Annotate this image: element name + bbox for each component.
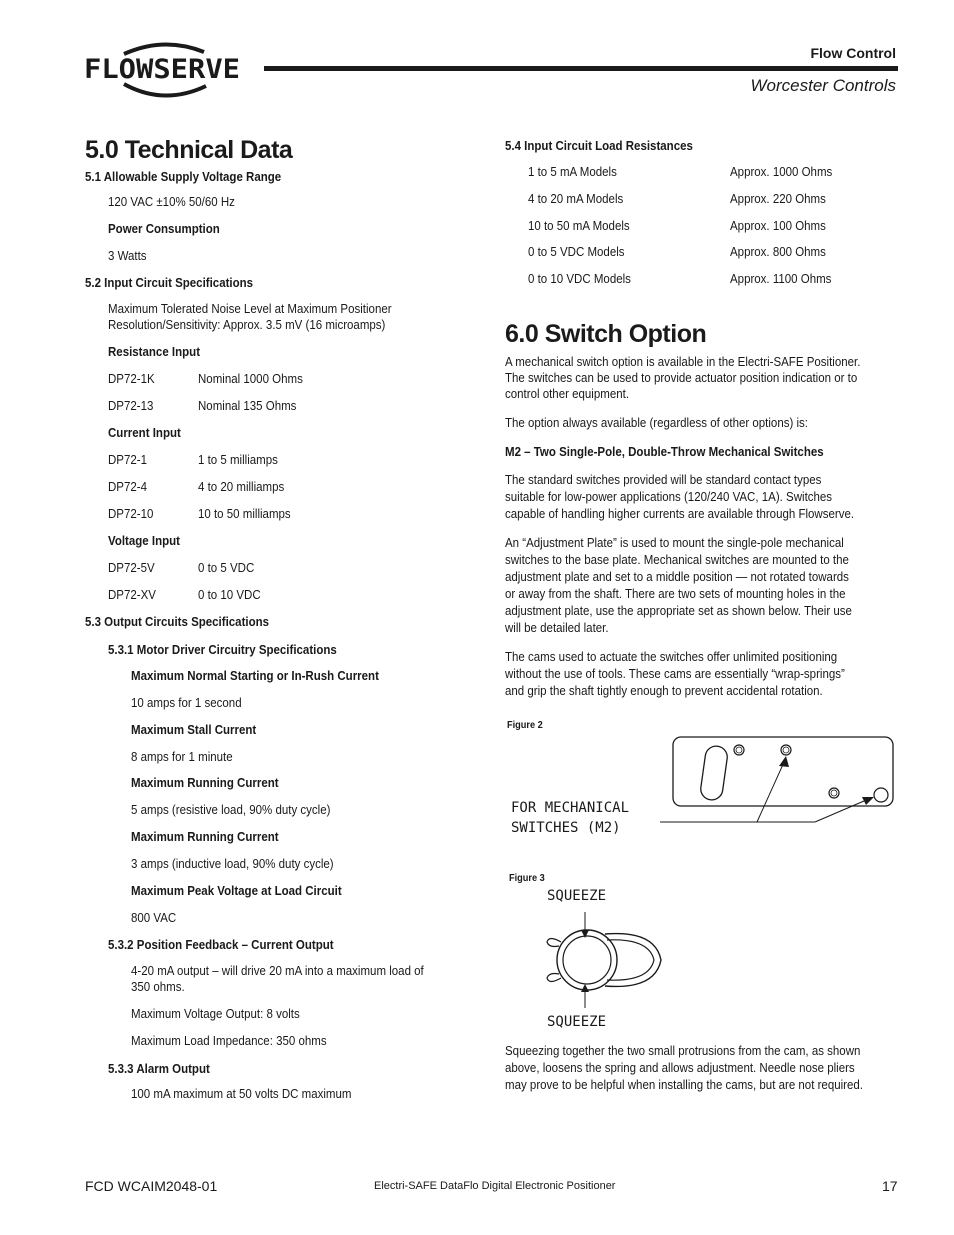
spec-model: DP72-4 [108,480,147,494]
figure-3-squeeze-top: SQUEEZE [547,888,607,904]
spec-model: DP72-1K [108,372,155,386]
voltage-input-heading: Voltage Input [108,534,180,548]
spec-model: DP72-XV [108,588,156,602]
heading-5-3-3: 5.3.3 Alarm Output [108,1062,210,1076]
power-consumption-heading: Power Consumption [108,222,220,236]
figure-2-adjustment-plate [505,730,900,840]
feedback-line-1: 4-20 mA output – will drive 20 mA into a maximum load of [131,964,424,978]
figure-3-cam-spring [535,880,675,1030]
running-current-heading-2: Maximum Running Current [131,830,279,844]
para-standard-line: capable of handling higher currents are available through Flowserve. [505,507,855,521]
stall-current-heading: Maximum Stall Current [131,723,257,737]
flowserve-logo [84,40,244,100]
running-current-heading: Maximum Running Current [131,776,279,790]
resistance-input-heading: Resistance Input [108,345,201,359]
footer-product-name: Electri-SAFE DataFlo Digital Electronic Positioner [374,1180,616,1192]
para-plate-line: switches to the base plate. Mechanical switches are mounted to the [505,553,849,567]
section-title-technical-data: 5.0 Technical Data [85,136,293,164]
heading-5-3: 5.3 Output Circuits Specifications [85,615,270,629]
peak-voltage-heading: Maximum Peak Voltage at Load Circuit [131,884,342,898]
spec-value: 10 to 50 milliamps [198,507,291,521]
spec-model: DP72-5V [108,561,155,575]
noise-level-line-1: Maximum Tolerated Noise Level at Maximum Positioner [108,302,392,316]
spec-value: 0 to 10 VDC [198,588,261,602]
flow-control-label: Flow Control [810,45,896,61]
feedback-line-2: 350 ohms. [131,980,185,994]
spec-model: DP72-10 [108,507,154,521]
load-value: Approx. 100 Ohms [730,219,826,233]
header-rule [264,66,898,71]
load-value: Approx. 220 Ohms [730,192,826,206]
figure-3-label: Figure 3 [509,873,545,884]
para-plate-line: will be detailed later. [505,621,609,635]
m2-heading: M2 – Two Single-Pole, Double-Throw Mechanical Switches [505,445,824,459]
para-plate-line: adjustment plate, use the appropriate set as shown below. Their use [505,604,852,618]
para-option-available: The option always available (regardless of other options) is: [505,416,808,430]
load-value: Approx. 1100 Ohms [730,272,832,286]
figure-2-caption-line-2: SWITCHES (M2) [511,820,621,836]
load-model: 10 to 50 mA Models [528,219,630,233]
spec-value: 0 to 5 VDC [198,561,255,575]
spec-value: Nominal 1000 Ohms [198,372,303,386]
inrush-current-value: 10 amps for 1 second [131,696,242,710]
heading-5-2: 5.2 Input Circuit Specifications [85,276,254,290]
feedback-max-impedance: Maximum Load Impedance: 350 ohms [131,1034,327,1048]
para-intro-line: A mechanical switch option is available in the Electri-SAFE Positioner. [505,355,861,369]
load-model: 0 to 10 VDC Models [528,272,631,286]
noise-level-line-2: Resolution/Sensitivity: Approx. 3.5 mV (16 microamps) [108,318,386,332]
figure-2-caption-line-1: FOR MECHANICAL [511,800,630,816]
para-squeeze-line: above, loosens the spring and allows adjustment. Needle nose pliers [505,1061,855,1075]
heading-5-4: 5.4 Input Circuit Load Resistances [505,139,693,153]
running-current-resistive: 5 amps (resistive load, 90% duty cycle) [131,803,331,817]
load-model: 0 to 5 VDC Models [528,245,625,259]
figure-3-squeeze-bottom: SQUEEZE [547,1014,607,1030]
para-plate-line: An “Adjustment Plate” is used to mount the single-pole mechanical [505,536,844,550]
peak-voltage-value: 800 VAC [131,911,177,925]
heading-5-3-2: 5.3.2 Position Feedback – Current Output [108,938,334,952]
spec-value: 4 to 20 milliamps [198,480,285,494]
load-value: Approx. 800 Ohms [730,245,826,259]
section-title-switch-option: 6.0 Switch Option [505,320,707,348]
load-model: 4 to 20 mA Models [528,192,624,206]
load-model: 1 to 5 mA Models [528,165,617,179]
heading-5-3-1: 5.3.1 Motor Driver Circuitry Specifications [108,643,337,657]
para-squeeze-line: may prove to be helpful when installing the cams, but are not required. [505,1078,863,1092]
footer-document-code: FCD WCAIM2048-01 [85,1178,218,1194]
para-standard-line: suitable for low-power applications (120/240 VAC, 1A). Switches [505,490,833,504]
para-plate-line: adjustment plate and set to a middle position — not rotated towards [505,570,849,584]
para-plate-line: or away from the shaft. There are two sets of mounting holes in the [505,587,846,601]
para-intro-line: control other equipment. [505,387,630,401]
para-intro-line: The switches can be used to provide actuator position indication or to [505,371,858,385]
para-cams-line: and grip the shaft tightly enough to prevent accidental rotation. [505,684,823,698]
spec-model: DP72-1 [108,453,147,467]
load-value: Approx. 1000 Ohms [730,165,833,179]
spec-model: DP72-13 [108,399,154,413]
para-cams-line: The cams used to actuate the switches offer unlimited positioning [505,650,838,664]
figure-2-label: Figure 2 [507,720,543,731]
current-input-heading: Current Input [108,426,181,440]
footer-page-number: 17 [882,1178,898,1194]
stall-current-value: 8 amps for 1 minute [131,750,233,764]
spec-value: Nominal 135 Ohms [198,399,297,413]
worcester-controls-label: Worcester Controls [750,76,896,95]
logo-text: FLOWSERVE [84,54,240,85]
feedback-max-voltage: Maximum Voltage Output: 8 volts [131,1007,300,1021]
running-current-inductive: 3 amps (inductive load, 90% duty cycle) [131,857,334,871]
spec-value: 1 to 5 milliamps [198,453,278,467]
alarm-output-value: 100 mA maximum at 50 volts DC maximum [131,1087,352,1101]
power-consumption-value: 3 Watts [108,249,147,263]
supply-voltage-value: 120 VAC ±10% 50/60 Hz [108,195,235,209]
para-squeeze-line: Squeezing together the two small protrusions from the cam, as shown [505,1044,861,1058]
heading-5-1: 5.1 Allowable Supply Voltage Range [85,170,282,184]
para-standard-line: The standard switches provided will be standard contact types [505,473,822,487]
para-cams-line: without the use of tools. These cams are essentially “wrap-springs” [505,667,845,681]
inrush-current-heading: Maximum Normal Starting or In-Rush Current [131,669,379,683]
